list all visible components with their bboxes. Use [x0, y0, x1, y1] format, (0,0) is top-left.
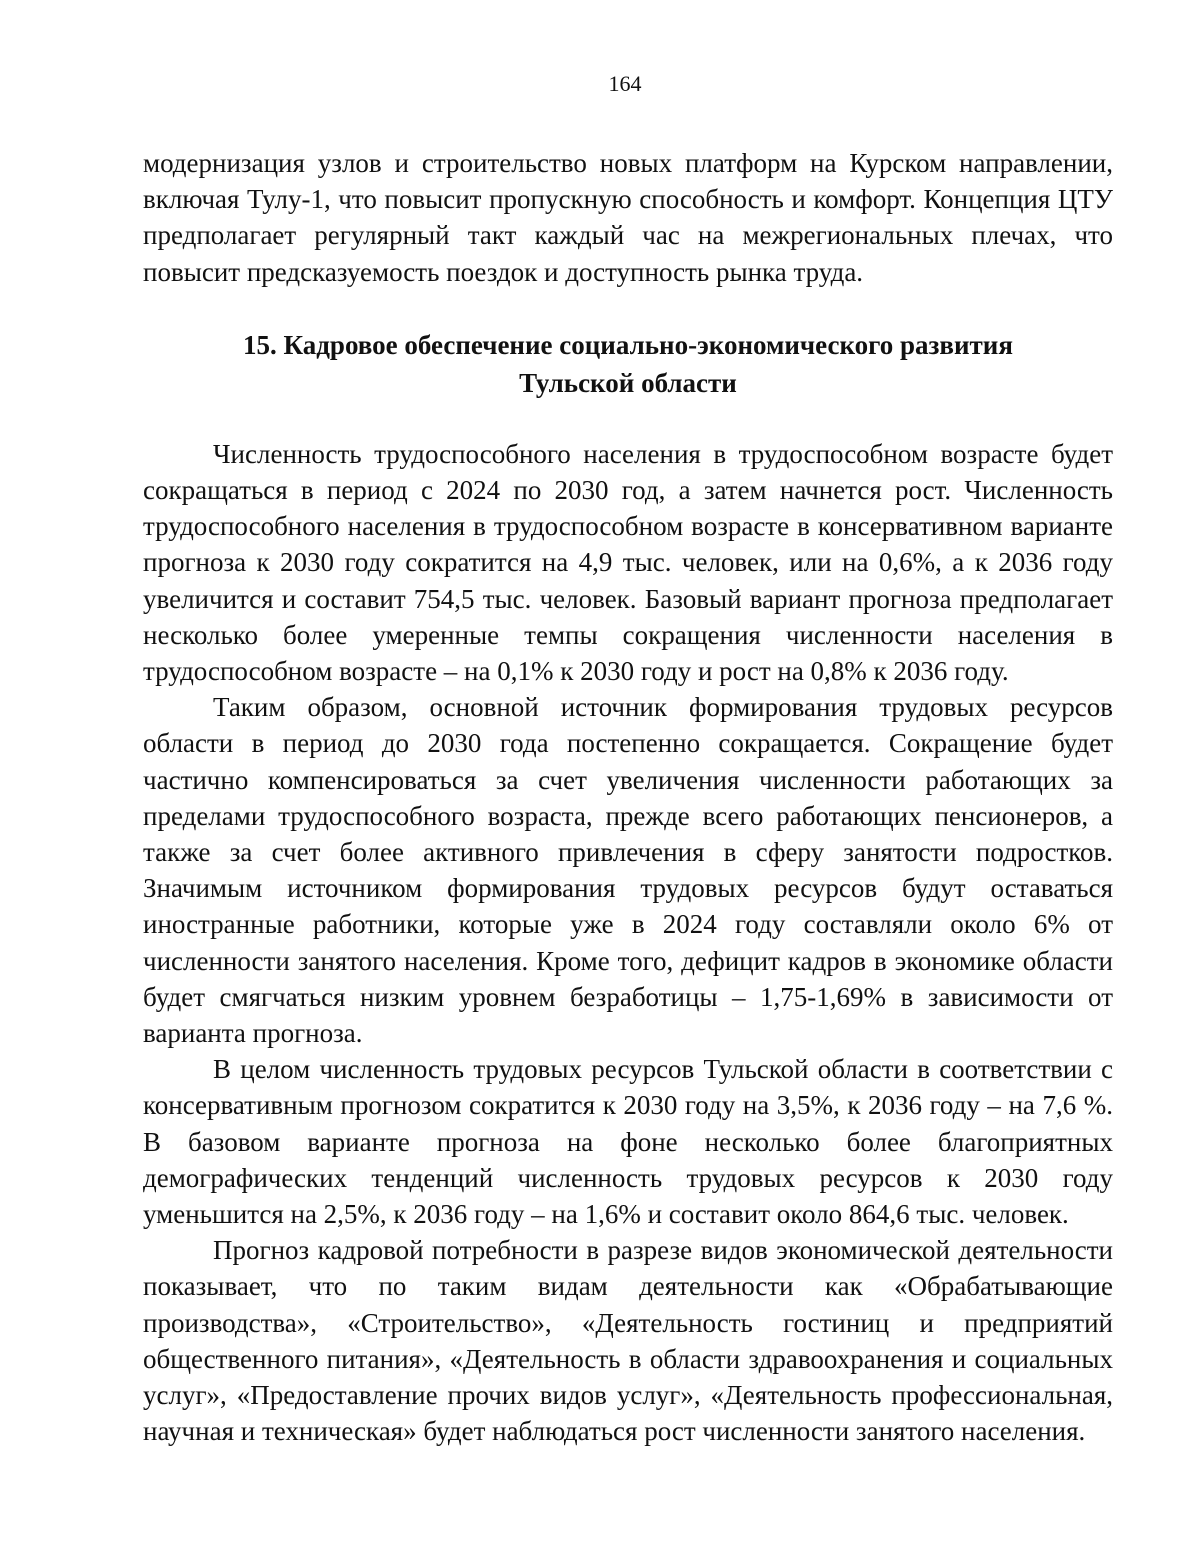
- paragraph-labor-sources: Таким образом, основной источник формирования трудовых ресурсов области в период до 2030 года постепенно сокращается. Сокращение будет частично компенсироваться за счет увеличения численности работающих за пределами трудоспособного возраста, прежде всего работающих пенсионеров, а также за счет более активного привлечения в сферу занятости подростков. Значимым источником формирования трудовых ресурсов будут оставаться иностранные работники, которые уже в 2024 году составляли около 6% от численности занятого населения. Кроме того, дефицит кадров в экономике области будет смягчаться низким уровнем безработицы – 1,75-1,69% в зависимости от варианта прогноза.: [143, 692, 1113, 1049]
- section-title-line-2: Тульской области: [519, 367, 737, 398]
- intro-paragraph: модернизация узлов и строительство новых платформ на Курском направлении, включая Тулу-1, что повысит пропускную способность и комфорт. Концепция ЦТУ предполагает регулярный такт каждый час на межрегиональных плечах, что повысит предсказуемость поездок и доступность рынка труда.: [143, 148, 1113, 287]
- paragraph-labor-resources-forecast: В целом численность трудовых ресурсов Тульской области в соответствии с консервативным прогнозом сократится к 2030 году на 3,5%, к 2036 году – на 7,6 %. В базовом варианте прогноза на фоне несколько более благоприятных демографических тенденций численность трудовых ресурсов к 2030 году уменьшится на 2,5%, к 2036 году – на 1,6% и составит около 864,6 тыс. человек.: [143, 1054, 1113, 1230]
- section-title: [143, 326, 1113, 402]
- paragraph-staffing-demand: Прогноз кадровой потребности в разрезе видов экономической деятельности показывает, что по таким видам деятельности как «Обрабатывающие производства», «Строительство», «Деятельность гостиниц и предприятий общественного питания», «Деятельность в области здравоохранения и социальных услуг», «Предоставление прочих видов услуг», «Деятельность профессиональная, научная и техническая» будет наблюдаться рост численности занятого населения.: [143, 1235, 1113, 1447]
- paragraph-working-age-population: Численность трудоспособного населения в трудоспособном возрасте будет сокращаться в период с 2024 по 2030 год, а затем начнется рост. Численность трудоспособного населения в трудоспособном возрасте в консервативном варианте прогноза к 2030 году сократится на 4,9 тыс. человек, или на 0,6%, а к 2036 году увеличится и составит 754,5 тыс. человек. Базовый вариант прогноза предполагает несколько более умеренные темпы сокращения численности населения в трудоспособном возрасте – на 0,1% к 2030 году и рост на 0,8% к 2036 году.: [143, 438, 1113, 687]
- page-body: [143, 145, 1113, 1450]
- section-title-line-1: 15. Кадровое обеспечение социально-экономического развития: [243, 329, 1013, 360]
- page-number: 164: [608, 71, 642, 96]
